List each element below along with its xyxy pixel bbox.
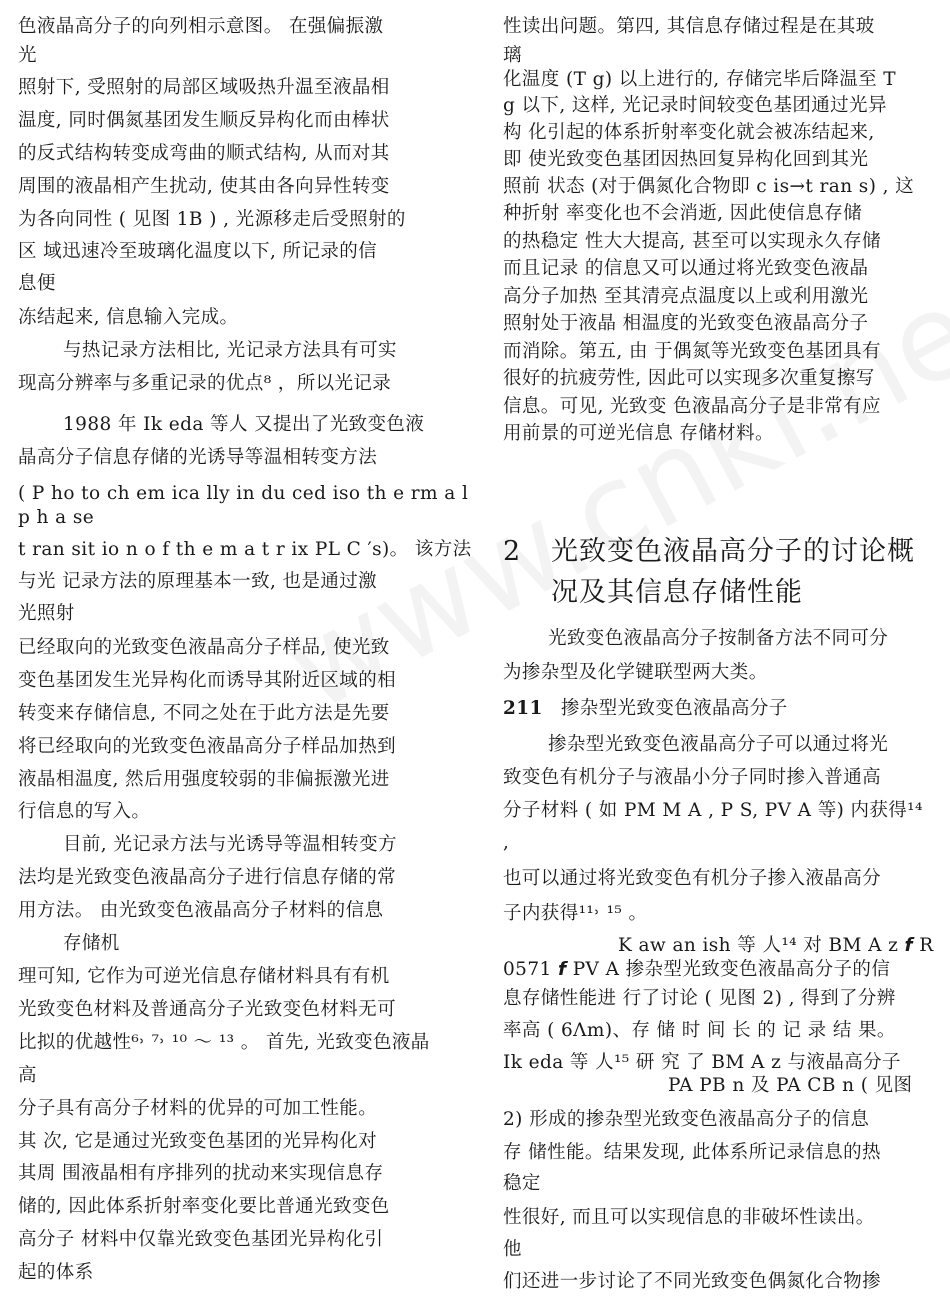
text-line: 比拟的优越性⁶˒ ⁷˒ ¹⁰ ～ ¹³ 。 首先, 光致变色液晶 [18, 1032, 430, 1053]
text-line: 构 化引起的体系折射率变化就会被冻结起来, [503, 122, 875, 143]
text-line: 子内获得¹¹˒ ¹⁵ 。 [503, 903, 648, 924]
text-line: 目前, 光记录方法与光诱导等温相转变方 [63, 834, 397, 855]
text-line: Ik eda 等 人¹⁵ 研 究 了 BM A z 与液晶高分子 [503, 1052, 901, 1073]
text-line: 转变来存储信息, 不同之处在于此方法是先要 [18, 703, 390, 724]
text-line: ( P ho to ch em ica lly in du ced iso th e rm a l [18, 483, 469, 504]
text-line: PA PB n 及 PA CB n ( 见图 [668, 1075, 913, 1096]
text-line: 照射处于液晶 相温度的光致变色液晶高分子 [503, 313, 869, 334]
section-title: 光致变色液晶高分子的讨论概 [551, 536, 915, 567]
text-line: 很好的抗疲劳性, 因此可以实现多次重复擦写 [503, 368, 875, 389]
text-line: 掺杂型光致变色液晶高分子可以通过将光 [548, 734, 889, 755]
text-line: 法均是光致变色液晶高分子进行信息存储的常 [18, 867, 397, 888]
text-line: 璃 [503, 45, 522, 66]
text-line: 的反式结构转变成弯曲的顺式结构, 从而对其 [18, 143, 390, 164]
subsection-number: 211 [503, 698, 543, 719]
text-line: 他 [503, 1239, 522, 1260]
text-line: 为各向同性 ( 见图 1B ) , 光源移走后受照射的 [18, 209, 406, 230]
text-line: 已经取向的光致变色液晶高分子样品, 使光致 [18, 637, 390, 658]
text-line: 性读出问题。第四, 其信息存储过程是在其玻 [503, 16, 875, 37]
text-line: 光照射 [18, 603, 75, 624]
text-line: 化温度 (T g) 以上进行的, 存储完毕后降温至 T [503, 69, 897, 90]
text-line: 种折射 率变化也不会消逝, 因此使信息存储 [503, 203, 863, 224]
text-line: 致变色有机分子与液晶小分子同时掺入普通高 [503, 767, 882, 788]
text-line: 与光 记录方法的原理基本一致, 也是通过激 [18, 571, 378, 592]
section-heading [503, 532, 915, 572]
text-line: 高分子 材料中仅靠光致变色基团光异构化引 [18, 1229, 384, 1250]
text-line: 冻结起来, 信息输入完成。 [18, 307, 239, 328]
text-line: 存 储性能。结果发现, 此体系所记录信息的热 [503, 1142, 881, 1163]
text-line: 为掺杂型及化学键联型两大类。 [503, 662, 768, 683]
text-line: 高 [18, 1065, 37, 1086]
text-line: 光 [18, 45, 37, 66]
text-line: 们还进一步讨论了不同光致变色偶氮化合物掺 [503, 1271, 882, 1292]
text-line: 温度, 同时偶氮基团发生顺反异构化而由棒状 [18, 110, 390, 131]
text-line: 晶高分子信息存储的光诱导等温相转变方法 [18, 447, 378, 468]
text-line: 0571 𝙛 PV A 掺杂型光致变色液晶高分子的信 [503, 959, 891, 980]
text-line: 用方法。 由光致变色液晶高分子材料的信息 [18, 900, 384, 921]
text-line: 其 次, 它是通过光致变色基团的光异构化对 [18, 1131, 378, 1152]
text-line: 行信息的写入。 [18, 801, 151, 822]
text-line: 变色基团发生光异构化而诱导其附近区域的相 [18, 670, 397, 691]
text-line: 照前 状态 (对于偶氮化合物即 c is→t ran s) , 这 [503, 176, 915, 197]
text-line: 的热稳定 性大大提高, 甚至可以实现永久存储 [503, 231, 881, 252]
subsection-title: 掺杂型光致变色液晶高分子 [560, 698, 788, 719]
text-line: 色液晶高分子的向列相示意图。 在强偏振激 [18, 16, 384, 37]
section-heading-continued: 况及其信息存储性能 [551, 577, 803, 608]
text-line: 息便 [18, 273, 56, 294]
text-line: 液晶相温度, 然后用强度较弱的非偏振激光进 [18, 769, 390, 790]
text-line: 2) 形成的掺杂型光致变色液晶高分子的信息 [503, 1109, 870, 1130]
section-number: 2 [503, 536, 522, 567]
text-line: 存储机 [63, 933, 120, 954]
text-line: 率高 ( 6Λm)、存 储 时 间 长 的 记 录 结 果。 [503, 1020, 896, 1041]
text-line: 周围的液晶相产生扰动, 使其由各向异性转变 [18, 176, 390, 197]
text-line: 而消除。第五, 由 于偶氮等光致变色基团具有 [503, 341, 881, 362]
text-line: g 以下, 这样, 光记录时间较变色基团通过光异 [503, 95, 887, 116]
text-line: 而且记录 的信息又可以通过将光致变色液晶 [503, 258, 869, 279]
text-line: 储的, 因此体系折射率变化要比普通光致变色 [18, 1196, 390, 1217]
text-line: 稳定 [503, 1173, 541, 1194]
text-line: K aw an ish 等 人¹⁴ 对 BM A z 𝙛 R [618, 935, 934, 956]
text-line: 理可知, 它作为可逆光信息存储材料具有有机 [18, 966, 390, 987]
text-line: 其周 围液晶相有序排列的扰动来实现信息存 [18, 1163, 384, 1184]
text-line: 即 使光致变色基团因热回复异构化回到其光 [503, 149, 869, 170]
text-line: t ran sit io n o f th e m a t r ix PL C ′s)。 该方法 [18, 539, 472, 560]
text-line: 信息。可见, 光致变 色液晶高分子是非常有应 [503, 396, 881, 417]
text-line: 与热记录方法相比, 光记录方法具有可实 [63, 340, 397, 361]
text-line: 起的体系 [18, 1262, 94, 1283]
text-line: p h a se [18, 507, 95, 528]
subsection-heading [503, 697, 788, 721]
text-line: 用前景的可逆光信息 存储材料。 [503, 423, 774, 444]
text-line: 将已经取向的光致变色液晶高分子样品加热到 [18, 736, 397, 757]
text-line: 分子具有高分子材料的优异的可加工性能。 [18, 1098, 378, 1119]
text-line: 区 域迅速冷至玻璃化温度以下, 所记录的信 [18, 241, 378, 262]
text-line: 现高分辨率与多重记录的优点⁸ ，所以光记录 [18, 373, 392, 394]
text-line: 性很好, 而且可以实现信息的非破坏性读出。 [503, 1207, 875, 1228]
text-line: 分子材料 ( 如 PM M A , P S, PV A 等) 内获得¹⁴ [503, 800, 923, 821]
text-line: 1988 年 Ik eda 等人 又提出了光致变色液 [63, 414, 425, 435]
text-line: 高分子加热 至其清亮点温度以上或利用激光 [503, 286, 869, 307]
text-line: 也可以通过将光致变色有机分子掺入液晶高分 [503, 868, 882, 889]
text-line: 光致变色液晶高分子按制备方法不同可分 [548, 628, 889, 649]
text-line: 光致变色材料及普通高分子光致变色材料无可 [18, 999, 397, 1020]
text-line: 照射下, 受照射的局部区域吸热升温至液晶相 [18, 77, 390, 98]
text-line: 息存储性能进 行了讨论 ( 见图 2) , 得到了分辨 [503, 988, 896, 1009]
text-line: , [503, 832, 510, 853]
